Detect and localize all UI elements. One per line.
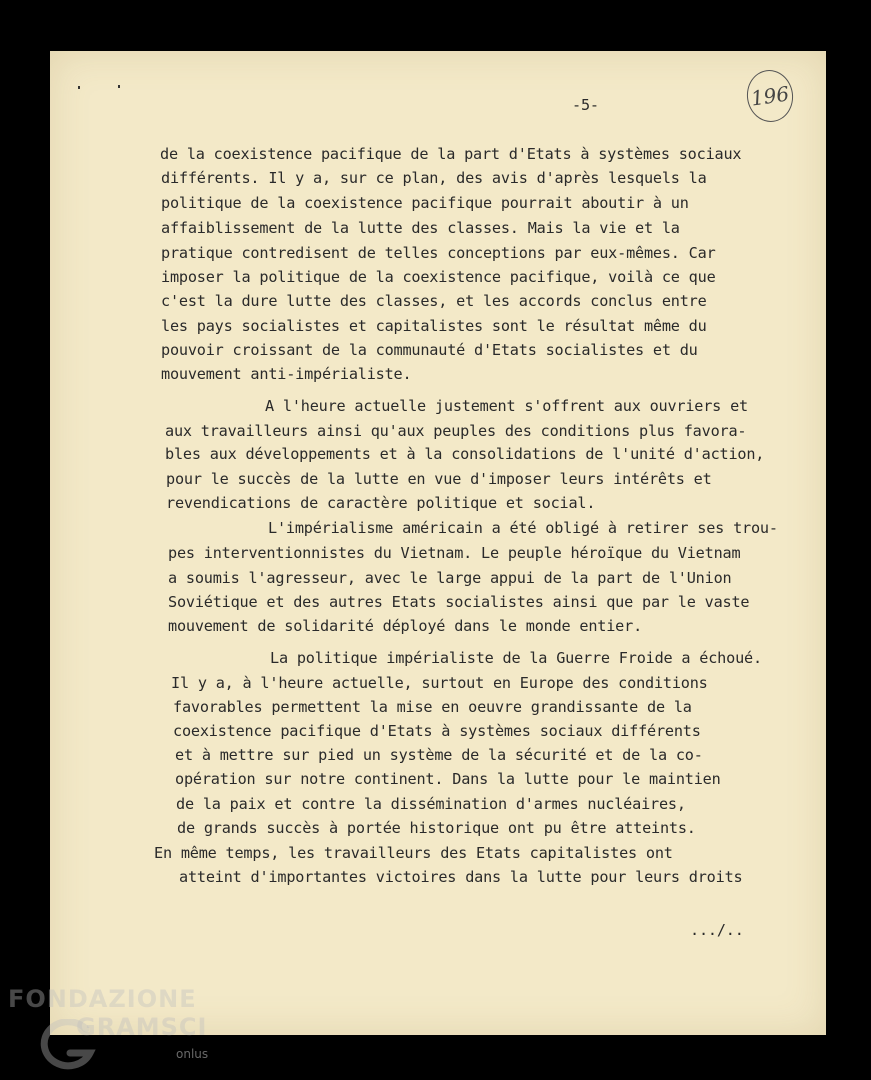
text-line: La politique impérialiste de la Guerre Froide a échoué. bbox=[270, 649, 762, 667]
text-line: et à mettre sur pied un système de la sécurité et de la co- bbox=[175, 746, 703, 764]
watermark-line-2: GRAMSCI bbox=[76, 1013, 208, 1041]
text-line: mouvement de solidarité déployé dans le monde entier. bbox=[168, 617, 643, 635]
text-line: En même temps, les travailleurs des Etats capitalistes ont bbox=[154, 844, 673, 862]
text-line: A l'heure actuelle justement s'offrent aux ouvriers et bbox=[265, 397, 748, 415]
text-line: pour le succès de la lutte en vue d'imposer leurs intérêts et bbox=[166, 470, 712, 488]
text-line: opération sur notre continent. Dans la lutte pour le maintien bbox=[175, 770, 721, 788]
watermark bbox=[8, 985, 248, 1075]
text-line: les pays socialistes et capitalistes sont le résultat même du bbox=[161, 317, 707, 335]
archive-stamp bbox=[744, 67, 797, 125]
watermark-suffix: onlus bbox=[176, 1047, 209, 1061]
text-line: imposer la politique de la coexistence pacifique, voilà ce que bbox=[161, 268, 716, 286]
text-line: de la paix et contre la dissémination d'armes nucléaires, bbox=[176, 795, 686, 813]
text-line: L'impérialisme américain a été obligé à retirer ses trou- bbox=[268, 519, 778, 537]
text-line: Il y a, à l'heure actuelle, surtout en Europe des conditions bbox=[171, 674, 708, 692]
text-line: affaiblissement de la lutte des classes. Mais la vie et la bbox=[161, 219, 680, 237]
text-line: de grands succès à portée historique ont pu être atteints. bbox=[177, 819, 696, 837]
text-line: bles aux développements et à la consolidations de l'unité d'action, bbox=[165, 445, 765, 463]
text-line: Soviétique et des autres Etats socialistes ainsi que par le vaste bbox=[168, 593, 750, 611]
paper-sheet bbox=[50, 51, 826, 1035]
text-line: différents. Il y a, sur ce plan, des avis d'après lesquels la bbox=[161, 169, 707, 187]
punch-mark bbox=[78, 86, 80, 89]
text-line: c'est la dure lutte des classes, et les accords conclus entre bbox=[161, 292, 707, 310]
text-line: coexistence pacifique d'Etats à systèmes sociaux différents bbox=[173, 722, 701, 740]
text-line: de la coexistence pacifique de la part d'Etats à systèmes sociaux bbox=[160, 145, 742, 163]
text-line: a soumis l'agresseur, avec le large appui de la part de l'Union bbox=[168, 569, 732, 587]
watermark-line-1: FONDAZIONE bbox=[8, 985, 197, 1013]
text-line: mouvement anti-impérialiste. bbox=[161, 365, 412, 383]
text-line: atteint d'importantes victoires dans la lutte pour leurs droits bbox=[179, 868, 743, 886]
text-line: aux travailleurs ainsi qu'aux peuples des conditions plus favora- bbox=[165, 422, 747, 440]
text-line: pratique contredisent de telles conceptions par eux-mêmes. Car bbox=[161, 244, 716, 262]
continuation-mark: .../.. bbox=[690, 921, 744, 939]
text-line: pouvoir croissant de la communauté d'Etats socialistes et du bbox=[161, 341, 698, 359]
text-line: pes interventionnistes du Vietnam. Le peuple héroïque du Vietnam bbox=[168, 544, 741, 562]
text-line: politique de la coexistence pacifique pourrait aboutir à un bbox=[161, 194, 689, 212]
text-line: revendications de caractère politique et social. bbox=[166, 494, 596, 512]
text-line: favorables permettent la mise en oeuvre grandissante de la bbox=[173, 698, 692, 716]
page-number: -5- bbox=[572, 96, 599, 114]
punch-mark bbox=[118, 85, 120, 88]
archive-number: 196 bbox=[749, 81, 791, 111]
